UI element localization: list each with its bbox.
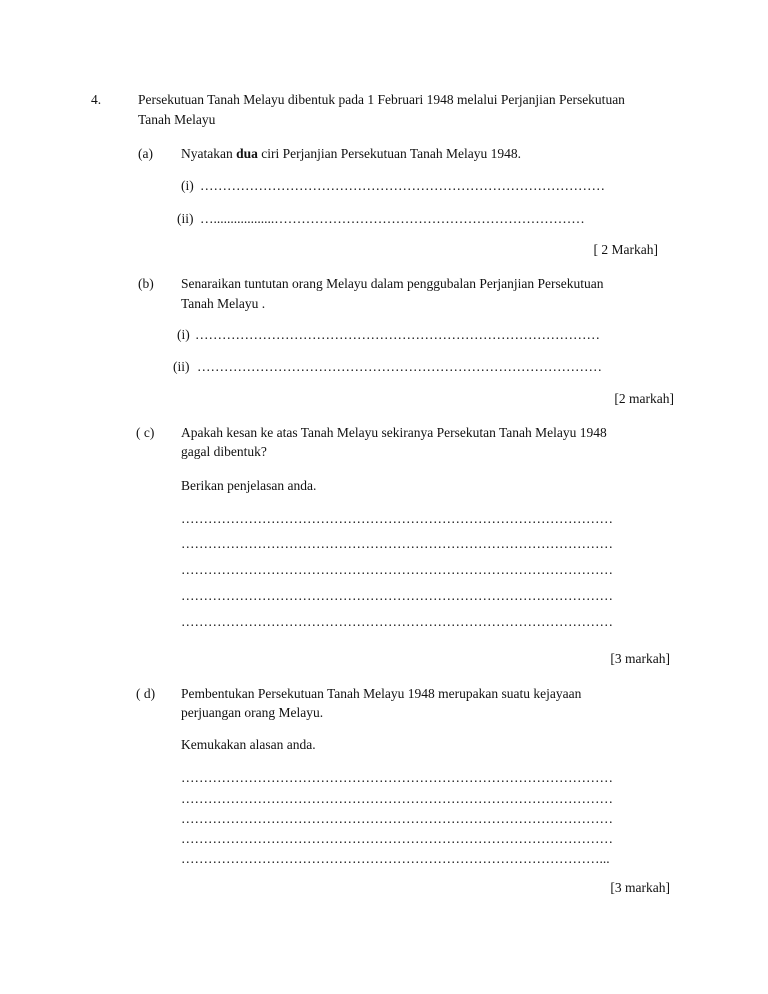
part-b-question-line2: Tanah Melayu . bbox=[181, 296, 266, 311]
part-d-answer-line: …………………………………………………………………………………… bbox=[181, 791, 613, 806]
question-stem-line1: Persekutuan Tanah Melayu dibentuk pada 1 Februari 1948 melalui Perjanjian Persekutuan bbox=[138, 92, 625, 107]
part-a-question-text-end: ciri Perjanjian Persekutuan Tanah Melayu 1948. bbox=[257, 146, 522, 161]
part-d-answer-line: …………………………………………………………………………………… bbox=[181, 770, 613, 785]
part-d-instruction: Kemukakan alasan anda. bbox=[181, 737, 316, 752]
part-c-question-line2: gagal dibentuk? bbox=[181, 444, 267, 459]
part-b-i-label: (i) bbox=[177, 327, 190, 342]
part-d-label: ( d) bbox=[136, 686, 156, 701]
part-b-marks: [2 markah] bbox=[614, 391, 674, 406]
question-stem-line2: Tanah Melayu bbox=[138, 112, 216, 127]
part-a-i-answer-line: ……………………………………………………………………………… bbox=[200, 178, 605, 193]
part-b-i-answer-line: ……………………………………………………………………………… bbox=[195, 327, 600, 342]
part-d-question-line2: perjuangan orang Melayu. bbox=[181, 705, 324, 720]
part-b-ii-answer-line: ……………………………………………………………………………… bbox=[197, 359, 602, 374]
part-c-answer-line: …………………………………………………………………………………… bbox=[181, 614, 613, 629]
part-c-label: ( c) bbox=[136, 425, 155, 440]
part-c-question-line1: Apakah kesan ke atas Tanah Melayu sekiranya Persekutan Tanah Melayu 1948 bbox=[181, 425, 607, 440]
part-a-question bbox=[181, 145, 521, 163]
part-c-answer-line: …………………………………………………………………………………… bbox=[181, 562, 613, 577]
part-c-instruction: Berikan penjelasan anda. bbox=[181, 478, 317, 493]
part-c-marks: [3 markah] bbox=[610, 651, 670, 666]
part-d-marks: [3 markah] bbox=[610, 880, 670, 895]
part-d-answer-line: …………………………………………………………………………………… bbox=[181, 831, 613, 846]
part-c-answer-line: …………………………………………………………………………………… bbox=[181, 588, 613, 603]
part-a-i-label: (i) bbox=[181, 178, 194, 193]
part-d-answer-line: …………………………………………………………………………………… bbox=[181, 811, 613, 826]
part-b-question-line1: Senaraikan tuntutan orang Melayu dalam penggubalan Perjanjian Persekutuan bbox=[181, 276, 604, 291]
part-a-ii-label: (ii) bbox=[177, 211, 194, 226]
question-number: 4. bbox=[91, 92, 102, 107]
part-c-answer-line: …………………………………………………………………………………… bbox=[181, 536, 613, 551]
part-a-question-text: Nyatakan bbox=[181, 146, 237, 161]
part-a-ii-answer-line: …..................…………………………………………………………… bbox=[200, 211, 585, 226]
part-b-label: (b) bbox=[138, 276, 154, 291]
part-d-answer-line: …………………………………………………………………………………... bbox=[181, 851, 610, 866]
part-b-ii-label: (ii) bbox=[173, 359, 190, 374]
part-a-marks: [ 2 Markah] bbox=[593, 242, 658, 257]
part-a-question-bold: dua bbox=[236, 146, 258, 161]
part-c-answer-line: …………………………………………………………………………………… bbox=[181, 511, 613, 526]
part-a-label: (a) bbox=[138, 146, 153, 161]
part-d-question-line1: Pembentukan Persekutuan Tanah Melayu 1948 merupakan suatu kejayaan bbox=[181, 686, 582, 701]
